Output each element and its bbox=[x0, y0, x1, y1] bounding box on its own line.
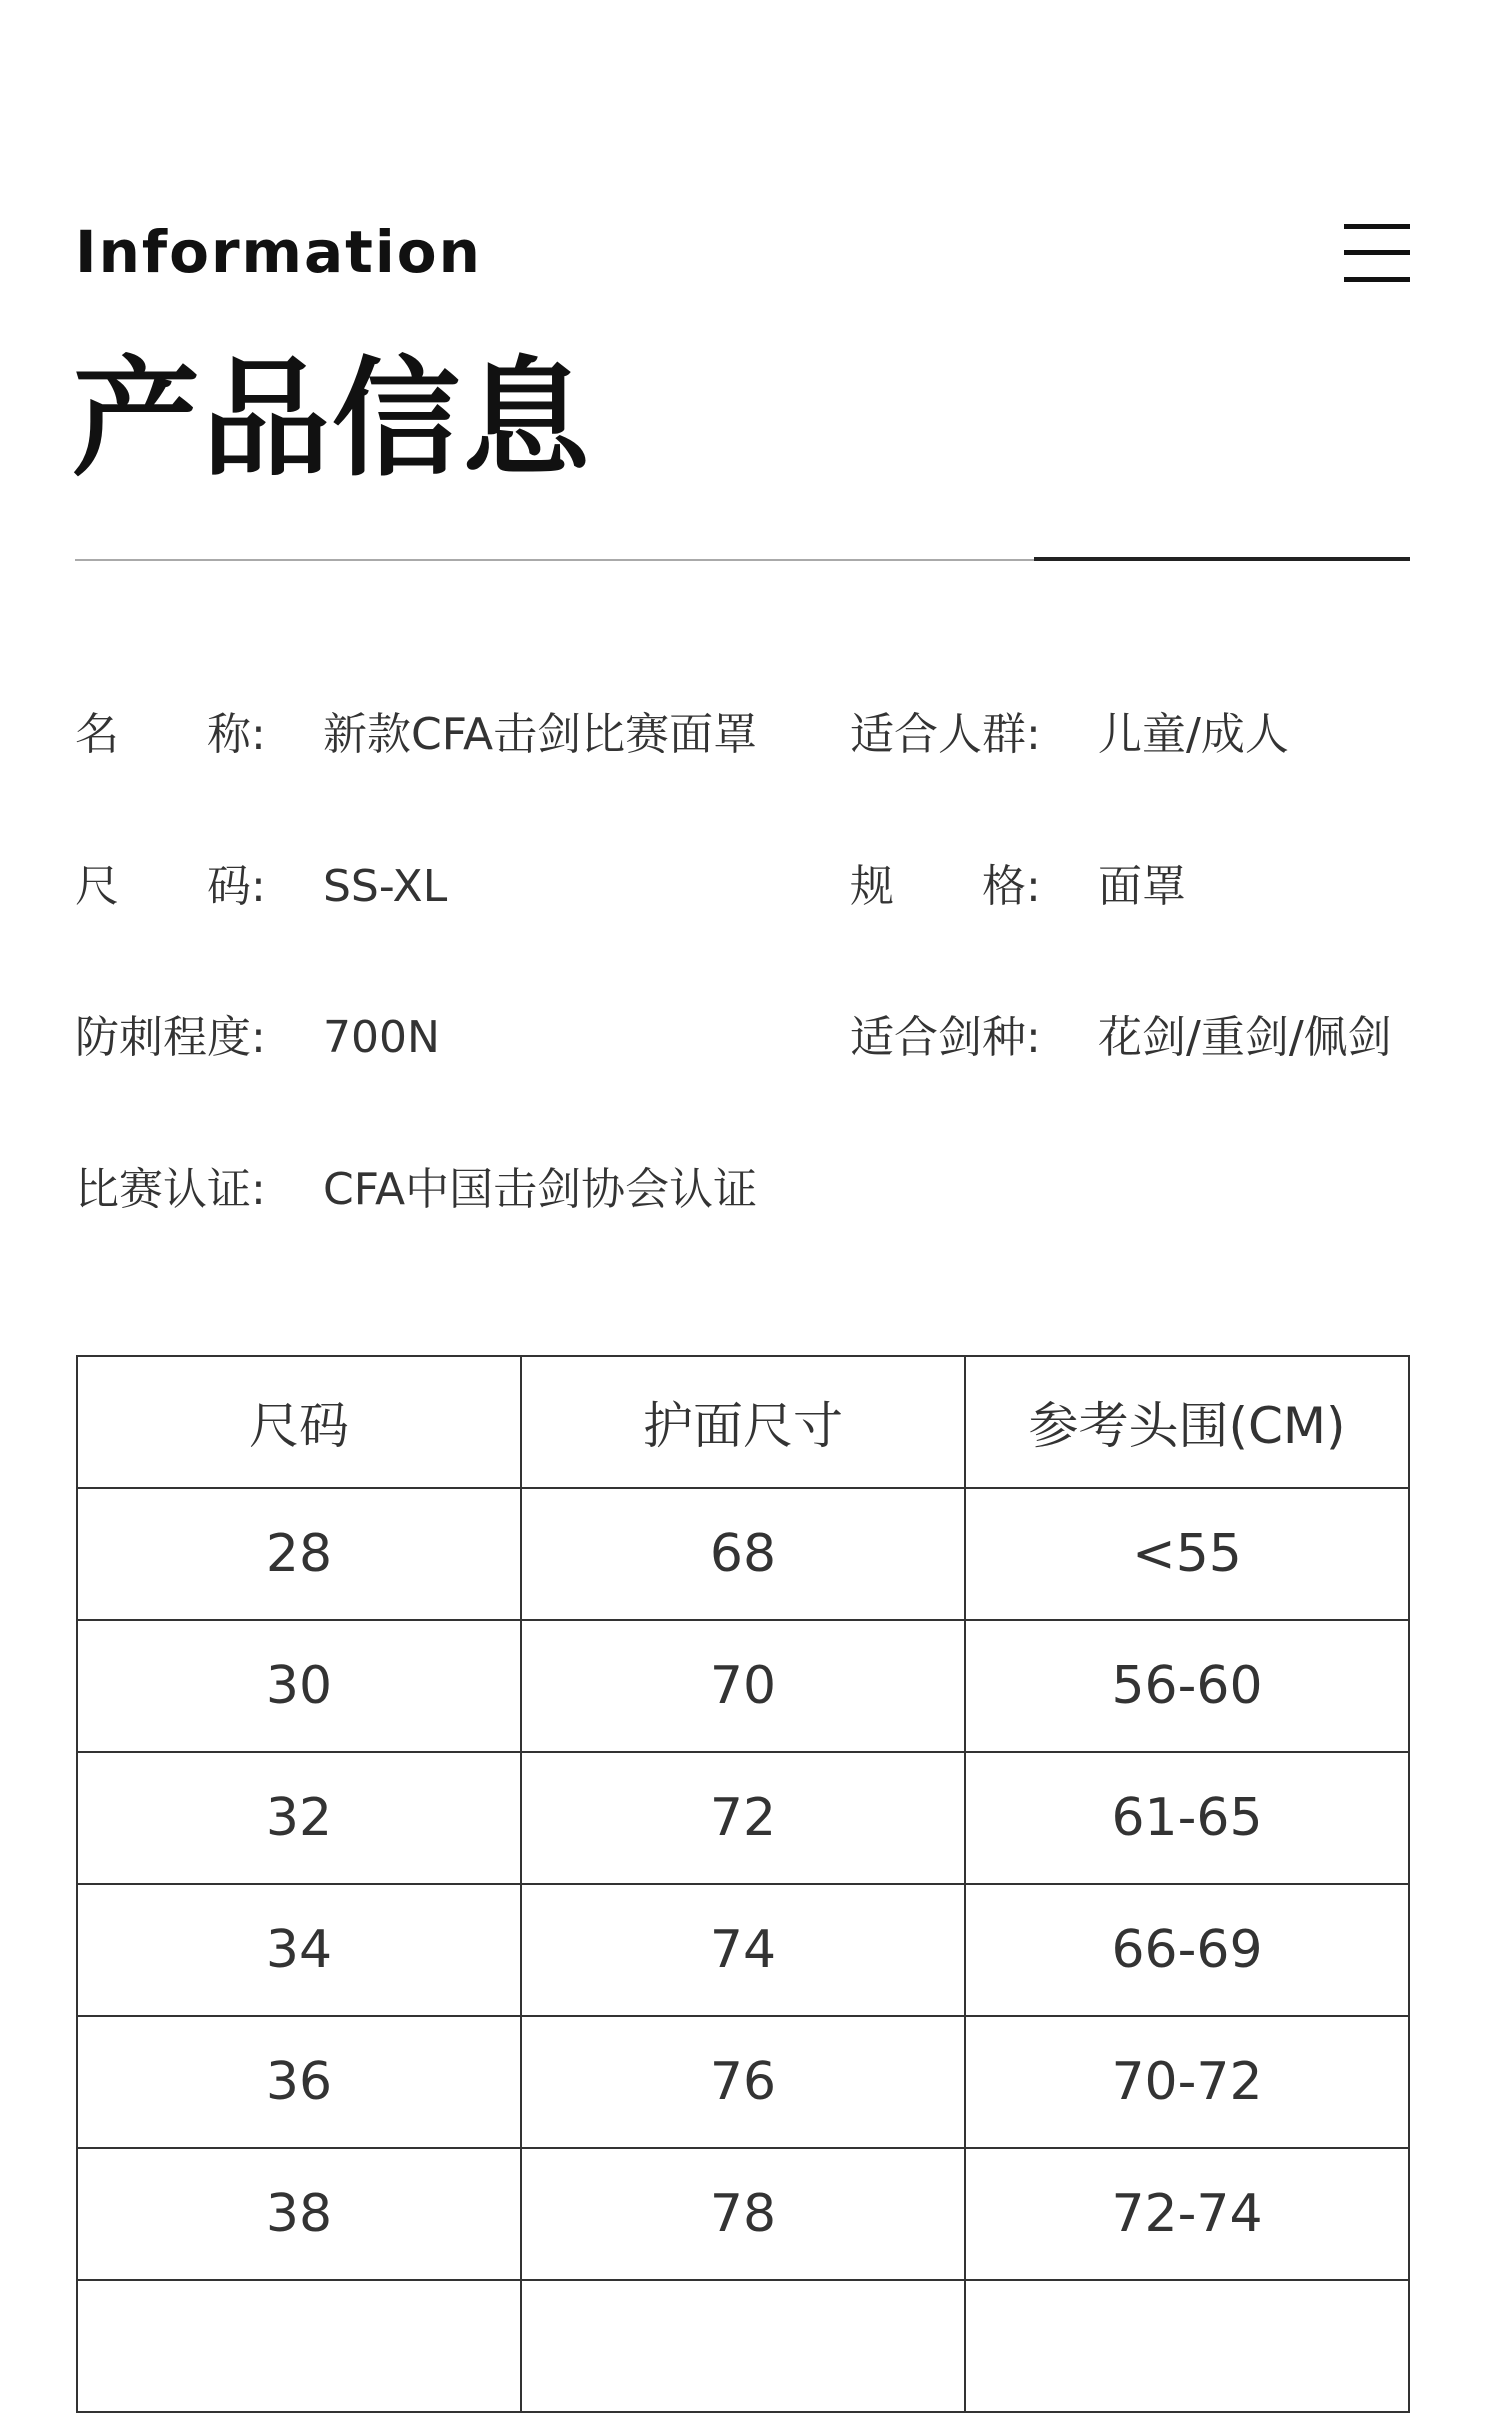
column-header-mask-size: 护面尺寸 bbox=[521, 1356, 965, 1488]
table-row bbox=[77, 1752, 1409, 1884]
page-title: 产品信息 bbox=[72, 345, 593, 494]
cell-head-circumference: 61-65 bbox=[965, 1752, 1409, 1884]
table-row bbox=[77, 1620, 1409, 1752]
spec-name bbox=[75, 705, 757, 765]
column-header-size: 尺码 bbox=[77, 1356, 521, 1488]
spec-value: SS-XL bbox=[323, 861, 448, 912]
cell-head-circumference: 66-69 bbox=[965, 1884, 1409, 2016]
cell-size: 34 bbox=[77, 1884, 521, 2016]
cell-head-circumference: 72-74 bbox=[965, 2148, 1409, 2280]
table-row-partial bbox=[77, 2280, 1409, 2412]
cell-empty bbox=[521, 2280, 965, 2412]
cell-head-circumference: <55 bbox=[965, 1488, 1409, 1620]
spec-label: 适合剑种: bbox=[850, 1012, 1041, 1063]
menu-bar-bottom bbox=[1344, 277, 1410, 282]
column-header-head-circumference: 参考头围(CM) bbox=[965, 1356, 1409, 1488]
spec-value: 儿童/成人 bbox=[1098, 709, 1289, 760]
cell-size: 38 bbox=[77, 2148, 521, 2280]
spec-value: 面罩 bbox=[1098, 861, 1186, 912]
spec-size bbox=[75, 857, 447, 917]
table-row bbox=[77, 1884, 1409, 2016]
divider-accent bbox=[1034, 557, 1410, 561]
spec-value: 700N bbox=[323, 1012, 440, 1063]
spec-audience bbox=[850, 705, 1289, 765]
cell-empty bbox=[77, 2280, 521, 2412]
header bbox=[75, 212, 1410, 292]
spec-label: 防刺程度: bbox=[75, 1012, 266, 1063]
table-row bbox=[77, 2016, 1409, 2148]
cell-head-circumference: 70-72 bbox=[965, 2016, 1409, 2148]
spec-spec bbox=[850, 857, 1186, 917]
spec-certification bbox=[75, 1160, 757, 1220]
table-row bbox=[77, 1488, 1409, 1620]
spec-value: CFA中国击剑协会认证 bbox=[323, 1164, 758, 1215]
menu-bar-middle bbox=[1344, 250, 1410, 255]
spec-label: 适合人群: bbox=[850, 709, 1041, 760]
spec-value: 新款CFA击剑比赛面罩 bbox=[323, 709, 758, 760]
spec-label: 名 称: bbox=[75, 709, 266, 760]
spec-label: 尺 码: bbox=[75, 861, 266, 912]
cell-mask-size: 70 bbox=[521, 1620, 965, 1752]
cell-mask-size: 74 bbox=[521, 1884, 965, 2016]
cell-empty bbox=[965, 2280, 1409, 2412]
hamburger-menu-icon[interactable] bbox=[1344, 224, 1410, 282]
spec-puncture bbox=[75, 1008, 440, 1068]
cell-size: 36 bbox=[77, 2016, 521, 2148]
menu-bar-top bbox=[1344, 224, 1410, 229]
cell-size: 30 bbox=[77, 1620, 521, 1752]
cell-head-circumference: 56-60 bbox=[965, 1620, 1409, 1752]
spec-value: 花剑/重剑/佩剑 bbox=[1098, 1012, 1392, 1063]
spec-weapon bbox=[850, 1008, 1392, 1068]
cell-mask-size: 76 bbox=[521, 2016, 965, 2148]
size-table bbox=[76, 1355, 1410, 2413]
table-header-row bbox=[77, 1356, 1409, 1488]
spec-label: 比赛认证: bbox=[75, 1164, 266, 1215]
cell-mask-size: 78 bbox=[521, 2148, 965, 2280]
section-eyebrow: Information bbox=[75, 218, 482, 286]
spec-label: 规 格: bbox=[850, 861, 1041, 912]
cell-mask-size: 72 bbox=[521, 1752, 965, 1884]
cell-mask-size: 68 bbox=[521, 1488, 965, 1620]
cell-size: 28 bbox=[77, 1488, 521, 1620]
table-row bbox=[77, 2148, 1409, 2280]
cell-size: 32 bbox=[77, 1752, 521, 1884]
